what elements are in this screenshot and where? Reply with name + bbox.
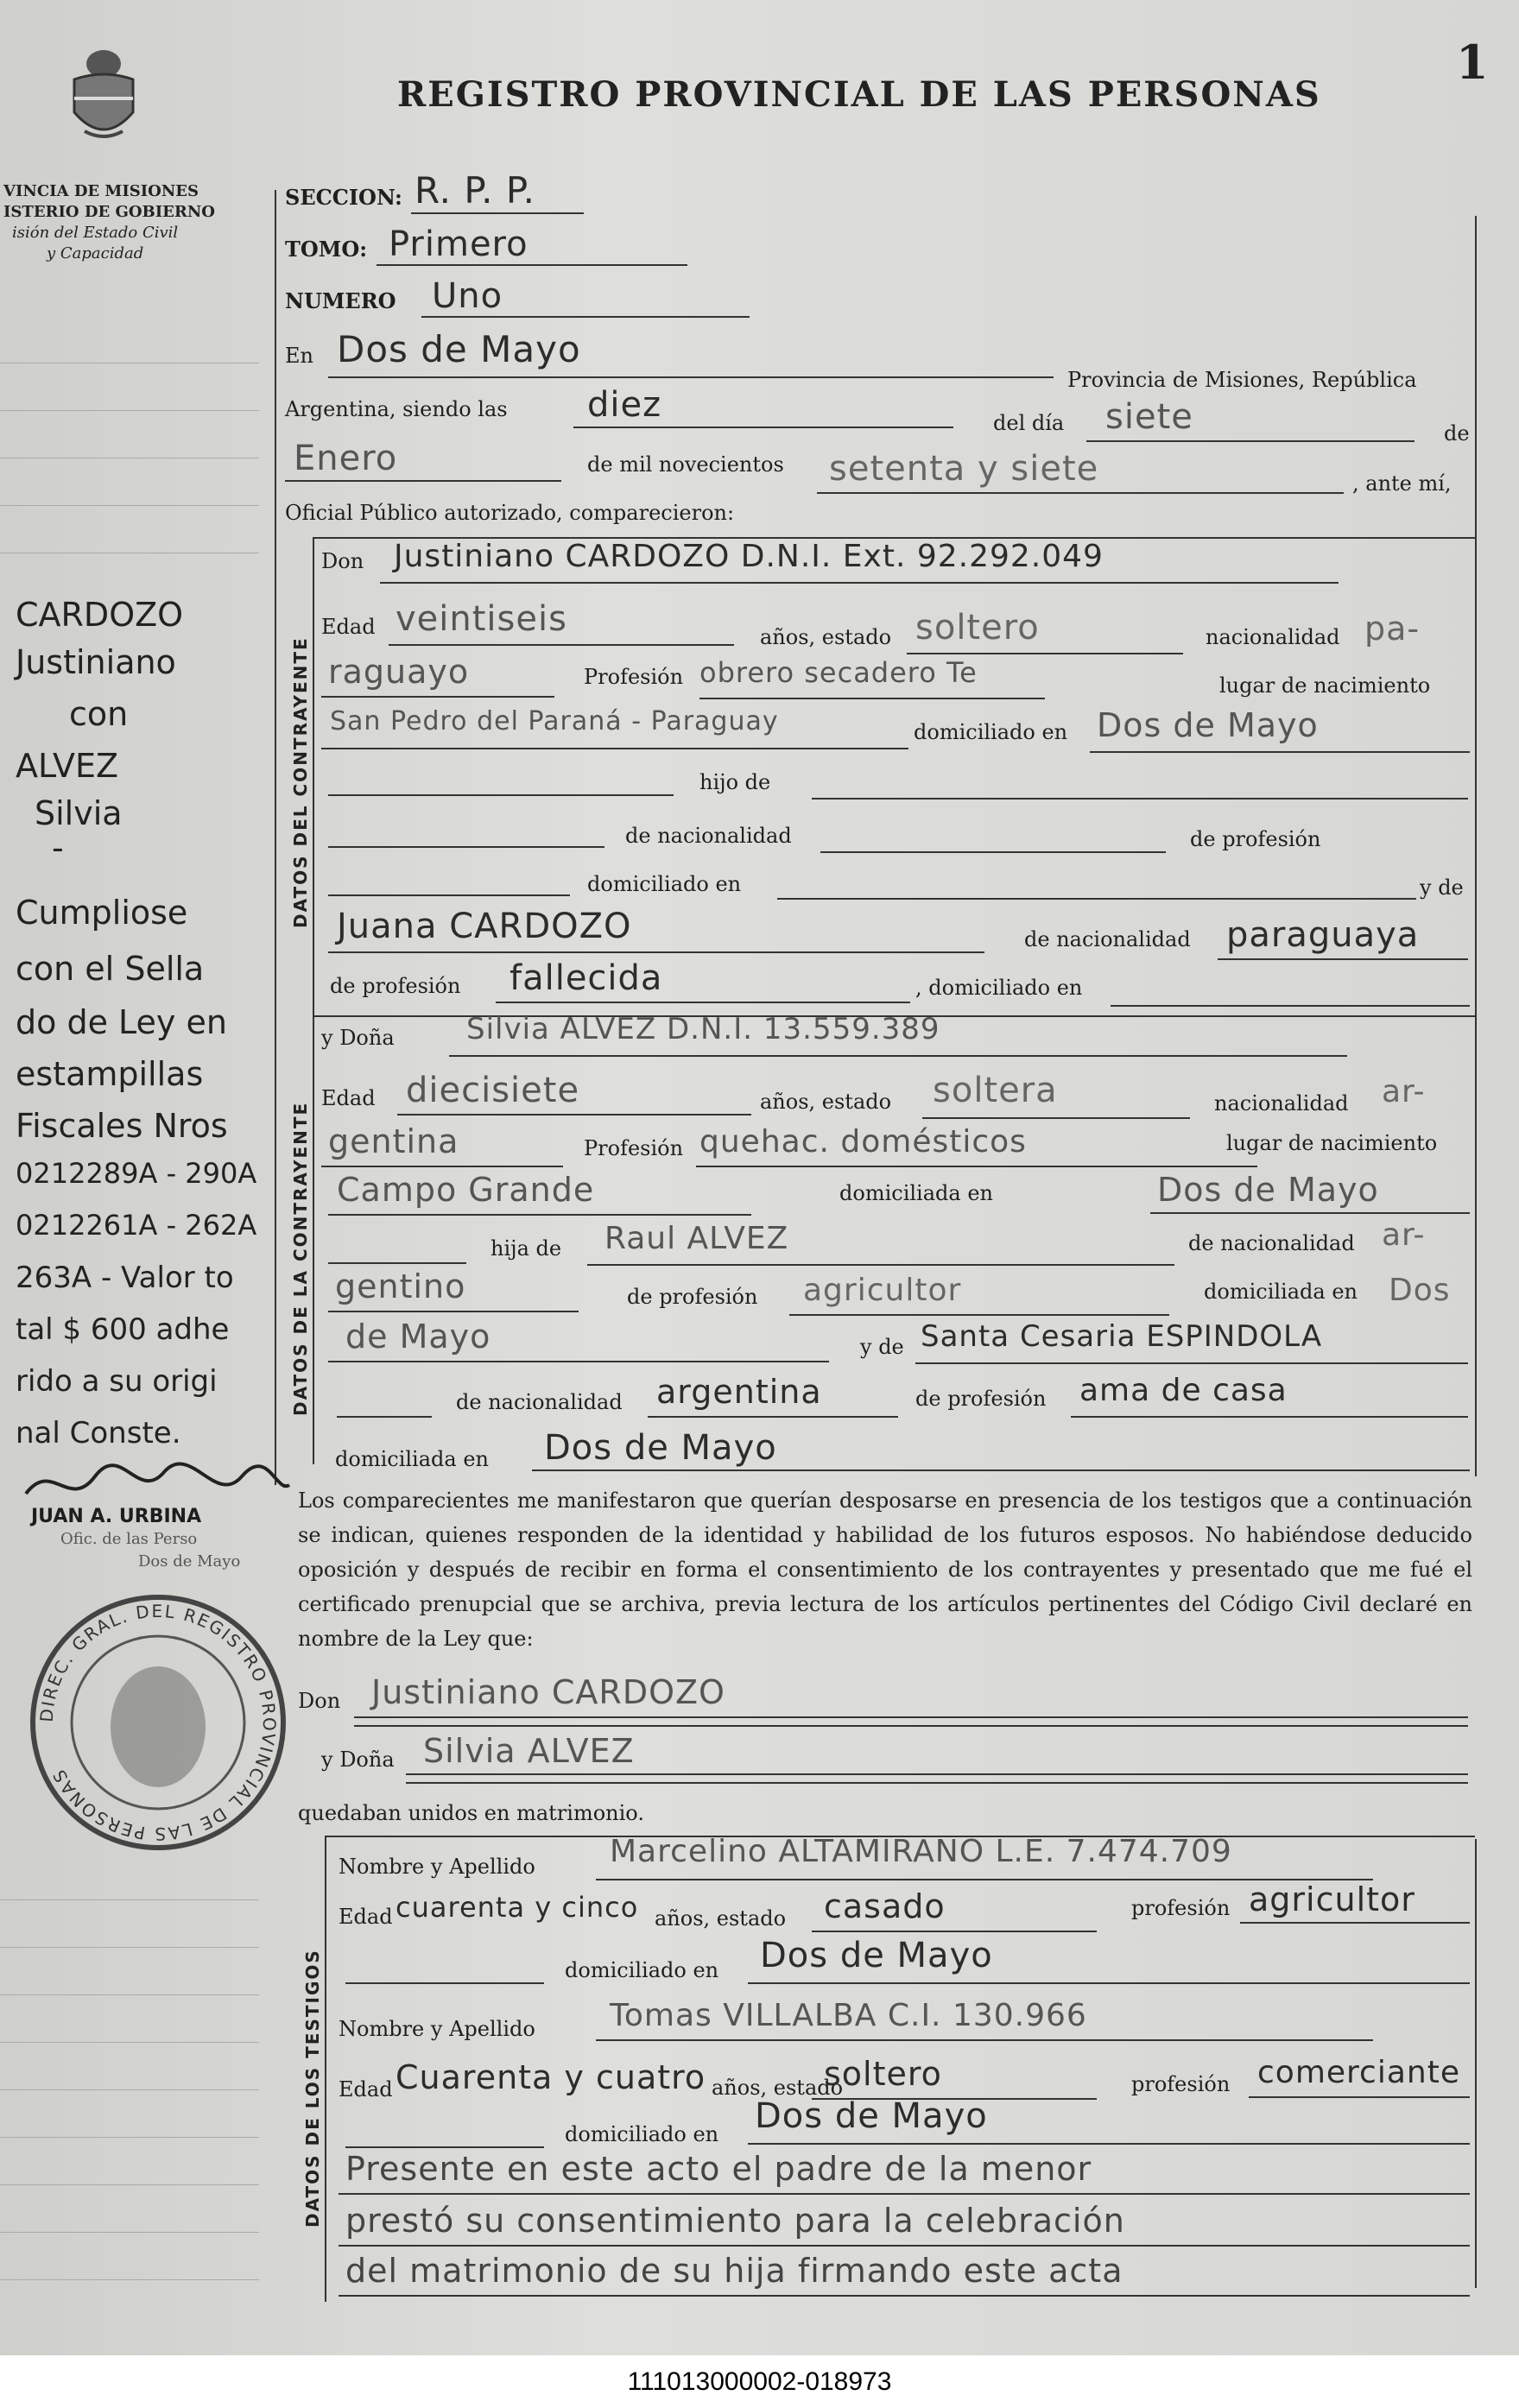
nacionalidad-label: nacionalidad (1206, 625, 1340, 649)
name-rule (380, 582, 1339, 584)
document-id: 111013000002-018973 (627, 2367, 892, 2396)
t1-dom-label: domiciliado en (565, 1958, 719, 1982)
margin-line: do de Ley en (16, 1003, 227, 1041)
padre-nac-rule-b (820, 851, 1166, 853)
seccion-rule (411, 212, 584, 214)
margin-line: nal Conste. (16, 1416, 181, 1450)
del-dia-label: del día (993, 411, 1065, 435)
profesion-rule (699, 698, 1045, 699)
t2-profesion-value: comerciante (1257, 2055, 1460, 2090)
seal-text: DIREC. GRAL. DEL REGISTRO PROVINCIAL DE LAS PERSONAS (35, 1600, 281, 1845)
t1-profesion-label: profesión (1131, 1896, 1231, 1920)
signatory-name: JUAN A. URBINA (31, 1506, 202, 1527)
madre-rule (328, 951, 984, 953)
anio-rule (817, 492, 1344, 494)
argentina-label: Argentina, siendo las (285, 397, 508, 421)
mes-value: Enero (294, 439, 398, 478)
t2-edad-label: Edad (339, 2077, 393, 2101)
decl-don-rule (354, 1716, 1468, 1718)
margin-line: Cumpliose (16, 894, 188, 932)
margin-line: Justiniano (16, 643, 176, 681)
signatory-place: Dos de Mayo (138, 1552, 241, 1571)
nota-rule-1 (339, 2193, 1470, 2195)
domicilio2-rule (1150, 1212, 1470, 1214)
signatory-title: Ofic. de las Perso (60, 1530, 198, 1548)
t1-dom-rule-a (345, 1982, 544, 1984)
hijo-label: hijo de (699, 770, 771, 794)
madre2-rule (915, 1362, 1468, 1364)
padre2-name: Raul ALVEZ (604, 1221, 789, 1256)
nac2-b-rule (321, 1166, 563, 1167)
profesion-value: obrero secadero Te (699, 656, 978, 689)
edad-label: Edad (321, 615, 376, 639)
numero-label: NUMERO (285, 288, 396, 313)
contrayente1-name: Justiniano CARDOZO D.N.I. Ext. 92.292.049 (394, 539, 1104, 574)
madre-dom-rule (1111, 1005, 1470, 1007)
nac-b-rule (321, 696, 554, 698)
decl-don-label: Don (298, 1689, 341, 1713)
madre-dom-label: , domiciliado en (915, 976, 1083, 1000)
decl-don-rule2 (354, 1725, 1468, 1727)
madre2-nac-label: de nacionalidad (456, 1390, 623, 1414)
t1-dom-value: Dos de Mayo (760, 1936, 993, 1975)
dia-rule (1086, 440, 1415, 442)
padre-dom-rule-a (328, 894, 570, 896)
padre-dom-rule-b (777, 898, 1416, 900)
lugar-nac-value: San Pedro del Paraná - Paraguay (330, 706, 779, 736)
hija-rule-a (328, 1262, 466, 1264)
margin-line: ALVEZ (16, 747, 119, 785)
domicilio-rule (1090, 751, 1470, 753)
decl-dona-label: y Doña (321, 1748, 395, 1772)
profesion2-rule (696, 1166, 1257, 1167)
hora-rule (573, 427, 953, 428)
tomo-value: Primero (389, 224, 528, 264)
contrayente2-section-label: DATOS DE LA CONTRAYENTE (290, 1101, 311, 1416)
contrayente1-section-label: DATOS DEL CONTRAYENTE (290, 636, 311, 928)
edad2-rule (397, 1114, 751, 1116)
nota-line: del matrimonio de su hija firmando este acta (345, 2252, 1123, 2290)
seccion-value: R. P. P. (415, 169, 536, 212)
page-number: 1 (1456, 35, 1489, 90)
provincia-label: Provincia de Misiones, República (1067, 368, 1417, 392)
lugar-nac2-rule (328, 1214, 751, 1216)
estado-value: soltero (915, 608, 1040, 648)
t1-estado-value: casado (824, 1887, 946, 1925)
nacionalidad2-label: nacionalidad (1214, 1091, 1349, 1116)
tomo-label: TOMO: (285, 237, 368, 262)
frame-right-bottom (1475, 1839, 1477, 2288)
margin-line: 263A - Valor to (16, 1261, 234, 1295)
anios2-label: años, estado (760, 1090, 892, 1114)
don-label: Don (321, 549, 364, 573)
frame-right (1475, 216, 1477, 1476)
profesion2-value: quehac. domésticos (699, 1124, 1027, 1160)
de-label: de (1444, 421, 1470, 446)
lugar-nac2-value: Campo Grande (337, 1171, 595, 1209)
frame-left (275, 190, 276, 1485)
margin-line: 0212261A - 262A (16, 1209, 257, 1242)
madre2-nac-value: argentina (656, 1373, 822, 1411)
mes-rule (285, 480, 561, 482)
margin-line: - (52, 829, 64, 867)
madre2-nac-rule-a (337, 1416, 432, 1418)
margin-line: con (69, 695, 129, 733)
nacionalidad-value-a: pa- (1364, 610, 1421, 648)
anio-value: setenta y siete (829, 449, 1099, 489)
testigos-section-label: DATOS DE LOS TESTIGOS (302, 1949, 323, 2228)
margin-line: tal $ 600 adhe (16, 1312, 230, 1347)
estado2-value: soltera (933, 1071, 1058, 1110)
dona-label: y Doña (321, 1026, 395, 1050)
office-header (3, 181, 263, 264)
t2-anios-label: años, estado (712, 2076, 844, 2100)
padre2-nac-label: de nacionalidad (1188, 1231, 1355, 1255)
de-prof-label: de profesión (1190, 827, 1321, 851)
nota-rule-3 (339, 2295, 1470, 2297)
t1-nombre-label: Nombre y Apellido (339, 1855, 535, 1879)
declaration-text: Los comparecientes me manifestaron que querían desposarse en presencia de los testigos que a continuación se indican, quienes responden de la identidad y habilidad de los futuros esposos. No habiéndose deducido oposición y después de recibir en forma el consentimiento de los contrayentes y presentado que me fué el certificado prenupcial que se archiva, previa lectura de los artículos pertinentes del Código Civil declaré en nombre de la Ley que: (298, 1488, 1472, 1651)
t1-edad-value: cuarenta y cinco (396, 1891, 639, 1924)
t2-dom-value: Dos de Mayo (755, 2096, 988, 2136)
declaration-paragraph (298, 1483, 1472, 1656)
contrayente1-border (313, 537, 314, 1021)
madre2-prof-value: ama de casa (1079, 1373, 1288, 1408)
margin-line: Fiscales Nros (16, 1107, 228, 1145)
decl-don-name: Justiniano CARDOZO (371, 1673, 725, 1711)
madre2-name: Santa Cesaria ESPINDOLA (921, 1319, 1323, 1354)
padre-nac-rule-a (328, 846, 604, 848)
lugar-nac-label: lugar de nacimiento (1219, 673, 1431, 698)
office-line: ISTERIO DE GOBIERNO (3, 203, 215, 221)
padre2-nac-a: ar- (1382, 1217, 1426, 1253)
decl-dona-rule2 (406, 1782, 1468, 1784)
en-label: En (285, 344, 313, 368)
madre2-prof-label: de profesión (915, 1387, 1047, 1411)
padre2-prof-label: de profesión (627, 1285, 758, 1309)
margin-line: CARDOZO (16, 596, 184, 634)
office-line: VINCIA DE MISIONES (3, 182, 199, 200)
madre2-dom-value: Dos de Mayo (544, 1428, 777, 1468)
domicilio2-value: Dos de Mayo (1157, 1171, 1379, 1209)
t1-nombre-value: Marcelino ALTAMIRANO L.E. 7.474.709 (610, 1834, 1232, 1869)
madre2-dom-label: domiciliada en (335, 1447, 489, 1471)
madre-name: Juana CARDOZO (337, 907, 632, 946)
anios-label: años, estado (760, 625, 892, 649)
t2-dom-rule (748, 2143, 1470, 2145)
office-line: isión del Estado Civil (12, 224, 179, 242)
madre-prof-label: de profesión (330, 974, 461, 998)
padre2-dom-b: de Mayo (345, 1318, 491, 1356)
margin-line: con el Sella (16, 950, 205, 988)
madre-nac-rule (1218, 958, 1468, 960)
domiciliada-label: domiciliada en (839, 1181, 993, 1205)
t1-dom-rule (748, 1982, 1470, 1984)
testigos-border (325, 1836, 326, 2302)
t2-nombre-rule (596, 2039, 1373, 2041)
nota-line: prestó su consentimiento para la celebración (345, 2202, 1125, 2240)
edad-value: veintiseis (396, 599, 567, 639)
dia-value: siete (1105, 397, 1193, 437)
nacionalidad2-value-a: ar- (1382, 1074, 1426, 1109)
t1-profesion-value: agricultor (1249, 1880, 1415, 1918)
edad-rule (389, 644, 734, 646)
t1-edad-label: Edad (339, 1905, 393, 1929)
padre2-dom-label: domiciliada en (1204, 1280, 1358, 1304)
padre2-dom-b-rule (328, 1361, 829, 1362)
margin-line: 0212289A - 290A (16, 1157, 257, 1190)
lugar-nac-rule (321, 748, 908, 749)
office-line: y Capacidad (47, 244, 144, 262)
lugar-rule (328, 376, 1054, 378)
numero-value: Uno (432, 276, 503, 316)
padre2-nac-b: gentino (335, 1267, 466, 1305)
padre2-rule (587, 1264, 1174, 1266)
document-title: REGISTRO PROVINCIAL DE LAS PERSONAS (397, 74, 1321, 115)
t2-nombre-value: Tomas VILLALBA C.I. 130.966 (610, 1998, 1087, 2033)
nacionalidad-value-b: raguayo (328, 653, 470, 691)
padre2-prof-rule (789, 1314, 1169, 1316)
y-de-label: y de (1420, 875, 1464, 900)
ante-label: , ante mí, (1352, 471, 1452, 496)
de-nac-label: de nacionalidad (625, 824, 792, 848)
tomo-rule (377, 264, 687, 266)
lugar-value: Dos de Mayo (337, 328, 581, 370)
madre2-dom-rule (532, 1469, 1470, 1471)
madre-prof-rule (496, 1002, 910, 1003)
nota-line: Presente en este acto el padre de la menor (345, 2150, 1092, 2188)
domiciliado-label: domiciliado en (914, 720, 1068, 744)
t2-estado-value: soltero (824, 2055, 942, 2093)
contrayente2-border (313, 1015, 314, 1464)
margin-line: Silvia (35, 794, 123, 832)
margin-line: rido a su origi (16, 1364, 218, 1399)
t2-nombre-label: Nombre y Apellido (339, 2017, 535, 2041)
name2-rule (449, 1055, 1347, 1057)
decl-dona-rule (406, 1773, 1468, 1775)
madre-nac-label: de nacionalidad (1024, 927, 1191, 951)
coat-of-arms-icon (67, 45, 140, 149)
madre-prof-value: fallecida (509, 958, 663, 998)
lugar-nac2-label: lugar de nacimiento (1226, 1131, 1438, 1155)
signature-scribble-icon (17, 1459, 294, 1511)
madre-nac-value: paraguaya (1226, 915, 1420, 955)
margin-line: estampillas (16, 1055, 204, 1093)
edad2-label: Edad (321, 1086, 376, 1110)
mil-label: de mil novecientos (587, 452, 784, 477)
padre2-nac-b-rule (328, 1311, 579, 1312)
madre2-nac-rule (648, 1416, 898, 1418)
contrayente2-name: Silvia ALVEZ D.N.I. 13.559.389 (466, 1012, 940, 1046)
hija-label: hija de (491, 1236, 562, 1261)
madre2-y-de-label: y de (860, 1335, 904, 1359)
official-seal-icon (24, 1589, 292, 1856)
estado2-rule (922, 1117, 1190, 1119)
t1-estado-rule (812, 1931, 1097, 1932)
profesion-label: Profesión (584, 665, 684, 689)
t2-edad-value: Cuarenta y cuatro (396, 2058, 706, 2096)
oficial-label: Oficial Público autorizado, comparecieron: (285, 501, 735, 525)
unidos-label: quedaban unidos en matrimonio. (298, 1801, 644, 1825)
padre-rule-b (812, 798, 1468, 800)
padre-rule-a (328, 794, 674, 796)
nacionalidad2-value-b: gentina (328, 1122, 459, 1160)
document-id-bar (0, 2355, 1519, 2408)
madre2-prof-rule (1071, 1416, 1468, 1418)
seccion-label: SECCION: (285, 185, 402, 210)
profesion2-label: Profesión (584, 1136, 684, 1160)
nota-rule-2 (339, 2245, 1470, 2247)
estado-rule (907, 653, 1183, 654)
numero-rule (421, 316, 750, 318)
t2-dom-label: domiciliado en (565, 2122, 719, 2146)
edad2-value: diecisiete (406, 1071, 580, 1110)
t2-dom-rule-a (345, 2146, 544, 2148)
domiciliado2-label: domiciliado en (587, 872, 742, 896)
padre2-dom-a: Dos (1389, 1273, 1451, 1308)
padre2-prof-value: agricultor (803, 1273, 962, 1308)
t2-profesion-rule (1249, 2096, 1470, 2098)
t1-anios-label: años, estado (655, 1906, 787, 1931)
decl-dona-name: Silvia ALVEZ (423, 1732, 635, 1770)
domicilio-value: Dos de Mayo (1097, 706, 1319, 744)
hora-value: diez (587, 385, 662, 425)
t2-profesion-label: profesión (1131, 2072, 1231, 2096)
t1-profesion-rule (1240, 1922, 1470, 1924)
